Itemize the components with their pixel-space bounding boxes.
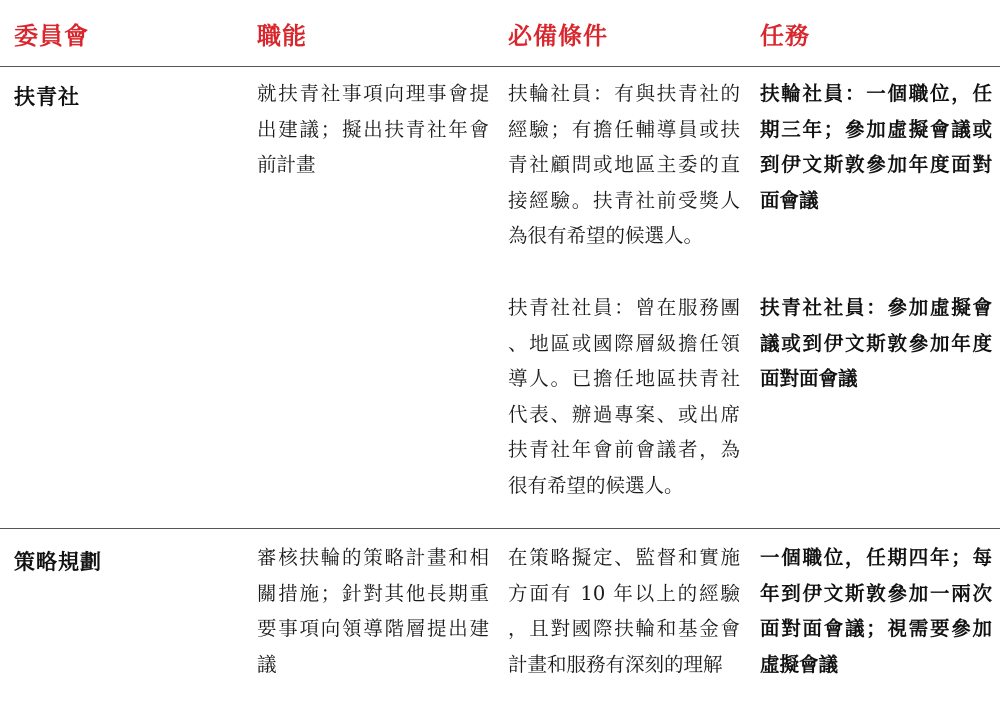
header-duties: 任務 xyxy=(760,22,810,50)
header-function: 職能 xyxy=(257,22,307,50)
duty-cell: 扶青社社員：參加虛擬會議或到伊文斯敦參加年度面對面會議 xyxy=(760,296,992,390)
requirement-cell: 扶輪社員：有與扶青社的經驗；有擔任輔導員或扶青社顧問或地區主委的直接經驗。扶青社前受獎人為很有希望的候選人。 xyxy=(508,82,740,247)
duty-cell: 扶輪社員：一個職位，任期三年；參加虛擬會議或到伊文斯敦參加年度面對面會議 xyxy=(760,82,992,212)
header-requirements: 必備條件 xyxy=(508,22,608,50)
function-cell: 審核扶輪的策略計畫和相關措施；針對其他長期重要事項向領導階層提出建議 xyxy=(257,546,489,676)
function-cell: 就扶青社事項向理事會提出建議；擬出扶青社年會前計畫 xyxy=(257,82,489,176)
duty-cell: 一個職位，任期四年；每年到伊文斯敦參加一兩次面對面會議；視需要參加虛擬會議 xyxy=(760,546,992,676)
requirement-cell: 扶青社社員：曾在服務團、地區或國際層級擔任領導人。已擔任地區扶青社代表、辦過專案、或出席扶青社年會前會議者，為很有希望的候選人。 xyxy=(508,296,740,497)
row-divider xyxy=(0,528,1000,529)
requirement-cell: 在策略擬定、監督和實施方面有 10 年以上的經驗，且對國際扶輪和基金會計畫和服務有深刻的理解 xyxy=(508,546,740,676)
committee-name: 策略規劃 xyxy=(14,550,102,574)
header-committee: 委員會 xyxy=(14,22,89,50)
committee-name: 扶青社 xyxy=(14,85,80,109)
table-header xyxy=(0,0,1000,67)
